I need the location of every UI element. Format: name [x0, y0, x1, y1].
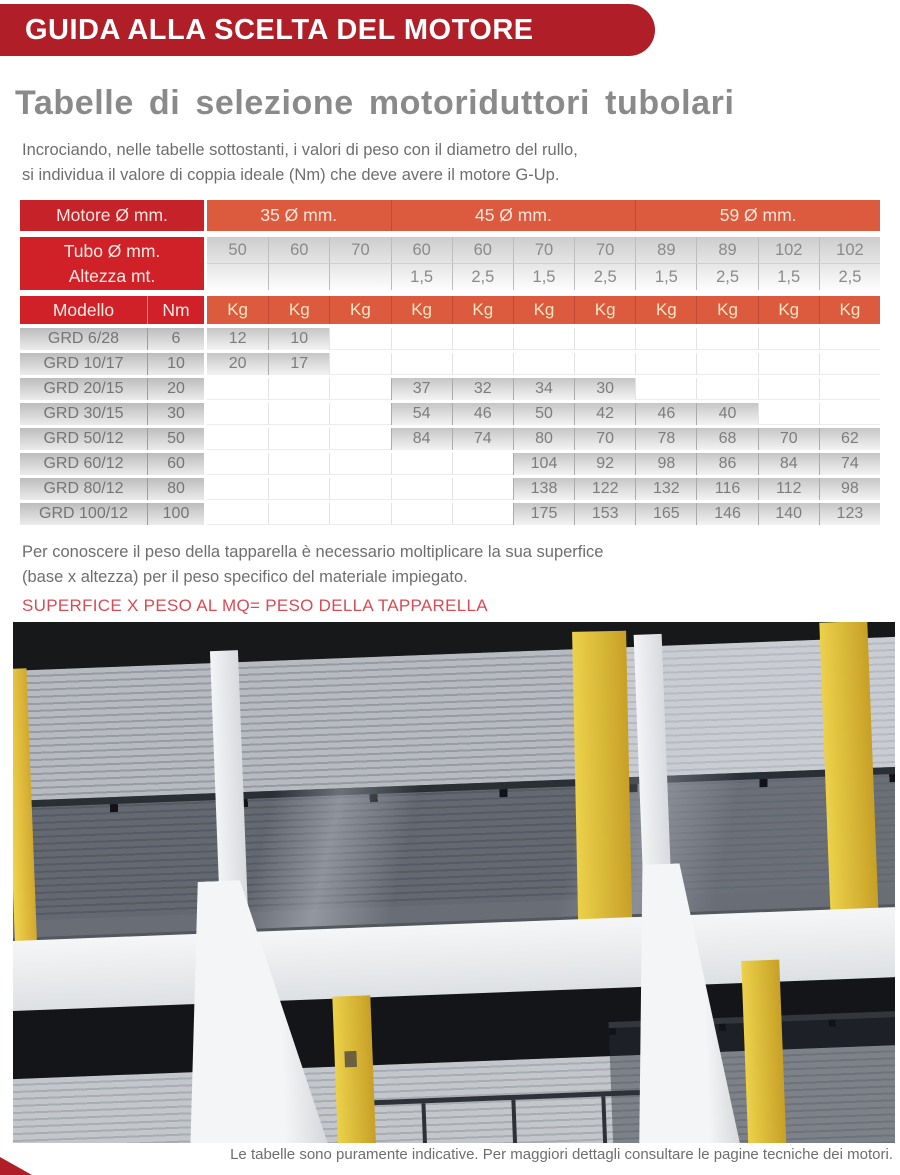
- kg-value-cell: [513, 328, 574, 350]
- kg-value-cell: [758, 328, 819, 350]
- kg-value-cell: 40: [696, 403, 757, 425]
- photo-canvas: [13, 622, 895, 1143]
- kg-value-cell: 116: [696, 478, 757, 500]
- row-cells: [207, 428, 880, 450]
- motor-group-header: 59 Ø mm.: [635, 200, 880, 231]
- kg-value-cell: [391, 328, 452, 350]
- kg-value-cell: 175: [513, 503, 574, 525]
- kg-value-cell: [268, 453, 329, 475]
- model-name: GRD 6/28: [47, 330, 120, 347]
- kg-value-cell: [268, 478, 329, 500]
- model-header-row: [20, 296, 880, 324]
- model-header-cell: [20, 296, 207, 324]
- height-value-cell: 1,5: [391, 264, 452, 290]
- motor-group-header: 35 Ø mm.: [207, 200, 391, 231]
- row-cells: [207, 478, 880, 500]
- height-value-cell: 2,5: [574, 264, 635, 290]
- yellow-accent-lower-right: [741, 960, 787, 1143]
- tube-value-cell: 60: [391, 237, 452, 263]
- tube-value-cell: 70: [574, 237, 635, 263]
- row-label-cell: [20, 403, 207, 425]
- row-label-cell: [20, 428, 207, 450]
- kg-value-cell: 37: [391, 378, 452, 400]
- kg-value-cell: 165: [635, 503, 696, 525]
- table-row: [20, 353, 880, 375]
- kg-value-cell: [207, 378, 268, 400]
- corner-decoration: [0, 1157, 32, 1175]
- kg-value-cell: [452, 503, 513, 525]
- kg-header-cell: Kg: [574, 296, 635, 324]
- kg-value-cell: [819, 353, 880, 375]
- kg-value-cell: 86: [696, 453, 757, 475]
- kg-value-cell: 84: [391, 428, 452, 450]
- height-value-cell: 2,5: [696, 264, 757, 290]
- kg-value-cell: 68: [696, 428, 757, 450]
- kg-value-cell: [574, 328, 635, 350]
- note-line-1: Per conoscere il peso della tapparella è necessario moltiplicare la sua superfice: [22, 543, 604, 561]
- kg-value-cell: [696, 328, 757, 350]
- kg-value-cell: [207, 453, 268, 475]
- kg-value-cell: [329, 378, 390, 400]
- kg-value-cell: [391, 503, 452, 525]
- kg-value-cell: 46: [452, 403, 513, 425]
- tube-value-cell: 60: [452, 237, 513, 263]
- model-name: GRD 50/12: [43, 430, 124, 447]
- model-name: GRD 100/12: [39, 505, 128, 522]
- kg-value-cell: [268, 428, 329, 450]
- kg-value-cell: [758, 378, 819, 400]
- kg-value-cell: 74: [452, 428, 513, 450]
- kg-value-cell: [207, 503, 268, 525]
- kg-value-cell: 78: [635, 428, 696, 450]
- kg-value-cell: [391, 453, 452, 475]
- kg-value-cell: [329, 353, 390, 375]
- table-rows: [20, 328, 880, 525]
- table-row: [20, 428, 880, 450]
- table-row: [20, 328, 880, 350]
- kg-value-cell: [452, 478, 513, 500]
- intro-line-2: si individua il valore di coppia ideale (Nm) che deve avere il motore G-Up.: [22, 166, 560, 184]
- kg-value-cell: 10: [268, 328, 329, 350]
- kg-value-cell: 153: [574, 503, 635, 525]
- tube-height-row: [20, 237, 880, 289]
- tube-value-cell: 102: [819, 237, 880, 263]
- kg-value-cell: [452, 328, 513, 350]
- height-value-cell: [207, 264, 268, 290]
- tube-value-cell: 89: [635, 237, 696, 263]
- model-name: GRD 60/12: [43, 455, 124, 472]
- tube-height-values: [207, 237, 880, 290]
- height-value-cell: [268, 264, 329, 290]
- motor-diameter-row: [20, 200, 880, 231]
- row-label-cell: [20, 353, 207, 375]
- kg-value-cell: 70: [574, 428, 635, 450]
- row-cells: [207, 328, 880, 350]
- kg-value-cell: [391, 353, 452, 375]
- nm-value: 20: [167, 380, 185, 397]
- nm-value: 100: [162, 505, 190, 522]
- row-label-inner: [20, 478, 204, 500]
- kg-value-cell: 46: [635, 403, 696, 425]
- intro-text: [22, 138, 842, 188]
- motor-label-cell: Motore Ø mm.: [20, 200, 207, 231]
- kg-value-cell: [207, 478, 268, 500]
- tube-value-cell: 50: [228, 240, 247, 259]
- tube-value-cell: 70: [329, 237, 390, 263]
- kg-value-cell: 62: [819, 428, 880, 450]
- kg-value-cell: [329, 478, 390, 500]
- page-title: Tabelle di selezione motoriduttori tubolari: [15, 84, 735, 122]
- height-values: [207, 264, 880, 290]
- kg-header-cell: Kg: [207, 296, 268, 324]
- kg-cells: [207, 296, 880, 324]
- kg-value-cell: 112: [758, 478, 819, 500]
- row-label-cell: [20, 328, 207, 350]
- kg-value-cell: 20: [207, 353, 268, 375]
- kg-value-cell: [452, 453, 513, 475]
- model-name: GRD 80/12: [43, 480, 124, 497]
- kg-value-cell: [574, 353, 635, 375]
- nm-label: Nm: [162, 299, 190, 320]
- row-label-inner: [20, 328, 204, 350]
- model-name: GRD 10/17: [43, 355, 124, 372]
- model-label: Modello: [52, 299, 115, 320]
- height-value-cell: 1,5: [513, 264, 574, 290]
- row-label-inner: [20, 403, 204, 425]
- kg-value-cell: [268, 378, 329, 400]
- table-row: [20, 453, 880, 475]
- tube-value-cell: 70: [513, 237, 574, 263]
- banner-title: GUIDA ALLA SCELTA DEL MOTORE: [25, 14, 534, 46]
- kg-value-cell: [819, 403, 880, 425]
- kg-value-cell: 122: [574, 478, 635, 500]
- footer-note: Le tabelle sono puramente indicative. Per maggiori dettagli consultare le pagine tecniche dei motori.: [230, 1146, 893, 1163]
- row-label-cell: [20, 478, 207, 500]
- kg-header-cell: Kg: [758, 296, 819, 324]
- kg-value-cell: [513, 353, 574, 375]
- tube-value-cell: 102: [758, 237, 819, 263]
- kg-value-cell: [329, 328, 390, 350]
- yellow-accent-lower-left: [332, 995, 377, 1143]
- kg-value-cell: [329, 503, 390, 525]
- table-row: [20, 403, 880, 425]
- building-photo: [13, 622, 895, 1143]
- row-cells: [207, 353, 880, 375]
- kg-header-cell: Kg: [635, 296, 696, 324]
- kg-value-cell: [391, 478, 452, 500]
- row-cells: [207, 378, 880, 400]
- tube-values: [207, 237, 880, 263]
- row-label-inner: [20, 503, 204, 525]
- kg-value-cell: 70: [758, 428, 819, 450]
- kg-value-cell: [207, 403, 268, 425]
- nm-value: 80: [167, 480, 185, 497]
- row-label-cell: [20, 453, 207, 475]
- kg-value-cell: [329, 453, 390, 475]
- row-label-inner: [20, 453, 204, 475]
- kg-value-cell: 84: [758, 453, 819, 475]
- kg-header-cell: Kg: [452, 296, 513, 324]
- kg-value-cell: 30: [574, 378, 635, 400]
- kg-value-cell: [635, 378, 696, 400]
- kg-value-cell: 50: [513, 403, 574, 425]
- kg-value-cell: 80: [513, 428, 574, 450]
- kg-value-cell: 146: [696, 503, 757, 525]
- kg-value-cell: 17: [268, 353, 329, 375]
- kg-value-cell: [758, 403, 819, 425]
- row-label-inner: [20, 353, 204, 375]
- kg-value-cell: 123: [819, 503, 880, 525]
- kg-header-cell: Kg: [391, 296, 452, 324]
- kg-value-cell: 34: [513, 378, 574, 400]
- kg-value-cell: [635, 328, 696, 350]
- note-line-2: (base x altezza) per il peso specifico del materiale impiegato.: [22, 568, 468, 586]
- kg-header-cell: Kg: [513, 296, 574, 324]
- kg-value-cell: 98: [819, 478, 880, 500]
- model-name: GRD 20/15: [43, 380, 124, 397]
- height-value-cell: 1,5: [635, 264, 696, 290]
- tube-value-cell: 89: [696, 237, 757, 263]
- kg-value-cell: 12: [207, 328, 268, 350]
- motor-selection-table: [20, 200, 880, 528]
- kg-value-cell: [268, 503, 329, 525]
- kg-value-cell: 92: [574, 453, 635, 475]
- tube-value-cell: 60: [268, 237, 329, 263]
- row-label-inner: [20, 428, 204, 450]
- row-label-cell: [20, 378, 207, 400]
- model-name: GRD 30/15: [43, 405, 124, 422]
- height-label: Altezza mt.: [68, 265, 156, 286]
- nm-value: 10: [167, 355, 185, 372]
- row-label-inner: [20, 378, 204, 400]
- height-value-cell: [329, 264, 390, 290]
- kg-value-cell: [819, 378, 880, 400]
- kg-value-cell: 54: [391, 403, 452, 425]
- kg-header-cell: Kg: [819, 296, 880, 324]
- row-cells: [207, 453, 880, 475]
- weight-formula: SUPERFICE X PESO AL MQ= PESO DELLA TAPPARELLA: [22, 596, 488, 615]
- table-row: [20, 378, 880, 400]
- kg-value-cell: [452, 353, 513, 375]
- kg-value-cell: 138: [513, 478, 574, 500]
- kg-value-cell: 98: [635, 453, 696, 475]
- page-banner: [0, 4, 655, 56]
- kg-header-cell: Kg: [329, 296, 390, 324]
- kg-value-cell: 42: [574, 403, 635, 425]
- door-sign: [344, 1051, 357, 1067]
- kg-value-cell: [635, 353, 696, 375]
- table-row: [20, 478, 880, 500]
- table-row: [20, 503, 880, 525]
- kg-value-cell: [696, 378, 757, 400]
- kg-value-cell: [329, 403, 390, 425]
- kg-header-cell: Kg: [268, 296, 329, 324]
- model-header-inner: [20, 296, 204, 324]
- height-value-cell: 1,5: [758, 264, 819, 290]
- nm-value: 50: [167, 430, 185, 447]
- row-cells: [207, 403, 880, 425]
- kg-value-cell: [329, 428, 390, 450]
- nm-value: 60: [167, 455, 185, 472]
- tube-label: Tubo Ø mm.: [63, 240, 161, 261]
- row-label-cell: [20, 503, 207, 525]
- kg-value-cell: 32: [452, 378, 513, 400]
- kg-value-cell: 140: [758, 503, 819, 525]
- nm-value: 6: [171, 330, 181, 347]
- nm-value: 30: [167, 405, 185, 422]
- tube-height-label-cell: [20, 237, 207, 290]
- kg-header-cell: Kg: [696, 296, 757, 324]
- row-cells: [207, 503, 880, 525]
- weight-note: [22, 540, 842, 590]
- motor-group-header: 45 Ø mm.: [391, 200, 636, 231]
- kg-value-cell: [207, 428, 268, 450]
- kg-value-cell: [696, 353, 757, 375]
- height-value-cell: 2,5: [452, 264, 513, 290]
- kg-value-cell: [758, 353, 819, 375]
- kg-value-cell: [268, 403, 329, 425]
- kg-value-cell: 132: [635, 478, 696, 500]
- yellow-accent-middle: [572, 631, 632, 932]
- height-value-cell: 2,5: [819, 264, 880, 290]
- kg-value-cell: 104: [513, 453, 574, 475]
- motor-groups: [207, 200, 880, 231]
- kg-value-cell: 74: [819, 453, 880, 475]
- intro-line-1: Incrociando, nelle tabelle sottostanti, i valori di peso con il diametro del rullo,: [22, 141, 578, 159]
- kg-value-cell: [819, 328, 880, 350]
